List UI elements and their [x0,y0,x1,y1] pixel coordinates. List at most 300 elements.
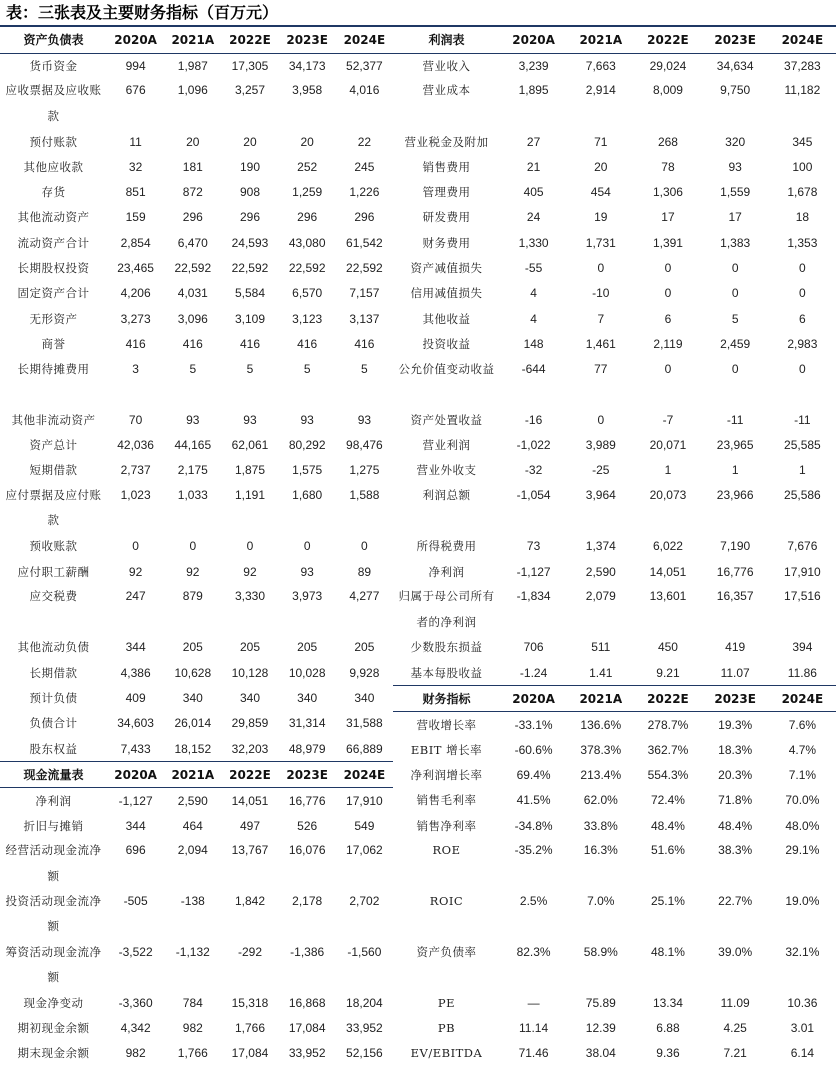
row-value: 3,109 [234,311,265,326]
row-value: 3,096 [177,311,208,326]
row-value: 41.5% [516,793,551,808]
row-value: 6 [664,311,672,326]
row-label: 期初现金余额 [17,1021,90,1036]
year-header: 2021A [164,762,221,788]
row-value: 93 [186,412,200,427]
row-value: 340 [239,691,260,706]
row-value: 10,128 [231,665,269,680]
row-value: 1,391 [652,235,683,250]
year-header: 2020A [107,27,164,53]
row-label: 净利润 [35,793,72,808]
row-value: 48.4% [718,818,753,833]
row-value: 4,342 [120,1021,151,1036]
row-value: -55 [524,261,543,276]
table-row [393,432,836,457]
row-value: 22,592 [231,261,269,276]
row-label: 销售毛利率 [416,793,477,808]
section-title: 财务指标 [393,686,500,712]
table-row [0,635,393,660]
row-value: 3,123 [292,311,323,326]
row-value: 10,628 [174,665,212,680]
row-value: 1 [731,463,739,478]
row-label: 预付账款 [29,134,78,149]
row-value: -35.2% [514,843,553,858]
row-value: 205 [239,640,260,655]
row-value: 982 [125,1046,146,1061]
row-value: -34.8% [514,818,553,833]
row-label: 长期待摊费用 [17,361,90,376]
row-value: 2,094 [177,843,208,858]
row-value: 17 [661,210,675,225]
row-value: 247 [125,589,146,604]
row-value: 0 [664,261,672,276]
row-value: 344 [125,818,146,833]
section-title: 利润表 [393,27,500,53]
table-row [393,281,836,306]
row-value: 20 [243,134,257,149]
row-value: 9,750 [720,83,751,98]
row-value: 1,374 [585,539,616,554]
row-value: 0 [799,261,806,276]
row-value: 784 [182,995,203,1010]
table-row [0,154,393,179]
table-row [0,813,393,838]
row-value: 13,601 [649,589,687,604]
year-header: 2024E [336,762,393,788]
table-row [0,889,393,940]
row-value: 416 [182,336,203,351]
row-value: 676 [125,83,146,98]
row-value: 0 [731,261,739,276]
year-header: 2022E [634,686,701,712]
row-label: 营业税金及附加 [404,134,489,149]
row-value: 3,273 [120,311,151,326]
row-value: 20.3% [718,768,753,783]
row-label: 长期借款 [29,665,78,680]
row-label: 投资收益 [422,336,471,351]
row-value: 1,023 [120,488,151,503]
row-value: 8,009 [652,83,683,98]
row-value: 1,766 [234,1021,265,1036]
row-value: 80,292 [288,438,326,453]
table-row [0,1015,393,1040]
row-value: 6.88 [656,1021,680,1036]
row-value: 100 [792,159,813,174]
row-value: 18,204 [346,995,383,1010]
row-value: 159 [125,210,146,225]
row-value: 994 [125,58,146,73]
row-value: 497 [239,818,260,833]
table-row [393,660,836,685]
table-row [0,407,393,432]
row-value: 340 [297,691,318,706]
row-value: 24 [526,210,541,225]
row-value: 34,634 [716,58,754,73]
financial-indicators-header-row [393,686,836,712]
row-value: 706 [523,640,544,655]
row-value: 879 [182,589,203,604]
row-value: — [527,995,540,1010]
row-label: 资产处置收益 [410,412,483,427]
row-value: 1,731 [585,235,616,250]
row-value: 98,476 [346,438,383,453]
table-row [0,306,393,331]
table-row [0,78,393,129]
table-row [393,940,836,991]
row-value: 464 [182,818,203,833]
table-row [0,559,393,584]
row-value: 0 [799,286,806,301]
year-header: 2023E [279,762,336,788]
row-value: 92 [186,564,200,579]
year-header: 2021A [567,27,634,53]
row-value: 19 [594,210,608,225]
row-value: -292 [237,944,262,959]
row-label: PE [437,995,456,1010]
row-label: EBIT 增长率 [410,742,483,757]
row-value: -1,560 [347,944,382,959]
row-value: 4,031 [177,286,208,301]
year-header: 2024E [336,27,393,53]
row-value: 22,592 [288,261,326,276]
row-value: 17,084 [231,1046,269,1061]
row-value: 908 [239,185,260,200]
row-value: 2,590 [585,564,616,579]
row-value: 7,676 [787,539,818,554]
table-row [0,711,393,736]
row-value: -16 [524,412,543,427]
year-header: 2022E [634,27,701,53]
row-value: 320 [725,134,746,149]
table-row [0,685,393,710]
row-value: 405 [523,185,544,200]
row-value: 1,191 [234,488,265,503]
cash-flow-header-row [0,762,393,788]
row-value: 2,737 [120,463,151,478]
financial-indicators-table [393,685,836,1066]
table-row [393,1041,836,1066]
row-value: 10.36 [787,995,818,1010]
row-value: 0 [731,361,739,376]
row-label: 销售费用 [422,159,471,174]
row-value: 43,080 [288,235,326,250]
row-value: 245 [354,159,375,174]
row-value: -1,127 [516,564,551,579]
row-value: 75.89 [585,995,616,1010]
row-value: 16,076 [288,843,326,858]
page-title: 表：三张表及主要财务指标（百万元） [6,3,279,22]
row-value: 416 [354,336,375,351]
table-row [393,483,836,534]
row-value: 3,989 [585,438,616,453]
table-row [0,788,393,813]
row-value: 33.8% [583,818,618,833]
row-value: 26,014 [174,716,212,731]
row-value: 3,137 [349,311,380,326]
table-row [0,940,393,991]
row-value: 1,306 [652,185,683,200]
table-row [393,255,836,280]
row-value: 9.36 [656,1046,680,1061]
row-value: -1.24 [519,665,548,680]
row-value: 4 [530,286,537,301]
row-value: -32 [524,463,543,478]
row-value: 0 [132,539,139,554]
row-value: 362.7% [647,742,689,757]
table-row [393,53,836,78]
table-row [393,205,836,230]
row-value: 11.07 [720,665,750,680]
row-value: 15,318 [231,995,269,1010]
row-value: 20,071 [649,438,687,453]
row-value: 61,542 [346,235,383,250]
row-value: 9.21 [656,665,680,680]
row-value: 982 [182,1021,203,1036]
row-label: 利润总额 [422,488,471,503]
row-value: 3.01 [790,1021,815,1036]
row-value: 17,062 [346,843,383,858]
table-row [0,357,393,408]
section-title: 资产负债表 [0,27,107,53]
row-value: 25.1% [650,894,685,908]
row-value: 1,766 [177,1046,208,1061]
row-value: 1,678 [787,185,818,200]
row-value: 27 [526,134,541,149]
row-value: 205 [354,640,375,655]
table-row [0,736,393,761]
row-value: 4 [530,311,537,326]
row-label: 研发费用 [422,210,471,225]
table-row [0,331,393,356]
table-row [393,635,836,660]
table-row [393,838,836,889]
row-label: 少数股东损益 [410,640,483,655]
row-value: 1,275 [349,463,380,478]
row-value: 3 [132,361,139,376]
row-value: 136.6% [580,717,622,732]
row-value: 93 [243,412,257,427]
row-label: 营收增长率 [416,717,477,732]
row-value: 82.3% [516,944,551,959]
row-value: 6,022 [652,539,683,554]
row-value: 71.46 [518,1046,549,1061]
table-row [0,432,393,457]
row-value: 42,036 [117,438,154,453]
row-label: 基本每股收益 [410,665,483,680]
table-row [393,331,836,356]
row-value: 4,386 [120,665,151,680]
row-value: -1,127 [118,793,153,808]
row-value: 48.4% [650,818,685,833]
row-value: 16,776 [288,793,326,808]
row-label: 无形资产 [29,311,78,326]
row-value: 2.5% [519,894,548,908]
row-value: 0 [361,539,368,554]
year-header: 2024E [769,27,836,53]
row-value: -1,386 [290,944,325,959]
cash-flow-table [0,761,393,1066]
row-value: 34,603 [117,716,154,731]
row-value: 4.25 [723,1021,747,1036]
table-row [0,179,393,204]
row-value: 1,330 [518,235,549,250]
row-value: 24,593 [231,235,269,250]
year-header: 2024E [769,686,836,712]
row-value: 394 [792,640,813,655]
row-label: 流动资产合计 [17,235,90,250]
row-label: 投资活动现金流净额 [5,894,102,934]
row-label: 短期借款 [29,463,78,478]
row-value: 14,051 [231,793,269,808]
row-label: 公允价值变动收益 [398,361,495,376]
table-row [393,407,836,432]
row-value: 17,910 [784,564,821,579]
row-value: 4,277 [349,589,380,604]
table-row [0,458,393,483]
row-value: 93 [300,412,314,427]
row-value: 70 [128,412,143,427]
row-value: -1,132 [175,944,210,959]
row-label: 其他流动负债 [17,640,90,655]
row-value: 11,182 [784,83,821,98]
row-value: 0 [303,539,311,554]
row-value: 2,178 [292,894,323,908]
row-value: 554.3% [647,768,689,783]
row-label: 营业利润 [422,438,471,453]
row-value: 3,257 [234,83,265,98]
table-row [393,458,836,483]
row-value: 73 [526,539,541,554]
row-value: 23,966 [716,488,754,503]
row-label: 长期股权投资 [17,261,90,276]
row-value: 13.34 [652,995,683,1010]
row-value: 1,875 [234,463,265,478]
table-row [393,534,836,559]
row-value: 32 [128,159,143,174]
row-value: 29,024 [649,58,687,73]
row-value: 1,575 [292,463,323,478]
row-label: 筹资活动现金流净额 [5,944,102,984]
row-value: -10 [592,286,610,301]
row-value: 6,570 [292,286,323,301]
row-value: 16,776 [716,564,754,579]
row-label: 应付票据及应付账款 [5,488,102,528]
row-value: 32,203 [231,741,269,756]
row-value: 7,157 [349,286,380,301]
row-label: 现金净变动 [23,995,84,1010]
row-label: 其他收益 [422,311,471,326]
row-value: 549 [354,818,375,833]
row-value: 7.6% [788,717,817,732]
row-value: 92 [128,564,143,579]
table-row [393,763,836,788]
row-value: 1,033 [177,488,208,503]
row-value: 213.4% [580,768,622,783]
row-label: 营业外收支 [416,463,477,478]
row-label: ROE [432,843,461,858]
row-value: 93 [728,159,742,174]
row-label: 营业成本 [422,83,471,98]
row-value: 0 [597,412,605,427]
row-label: 资产减值损失 [410,261,483,276]
row-value: 52,156 [346,1046,383,1061]
row-value: 3,958 [292,83,323,98]
row-value: 851 [125,185,146,200]
year-header: 2022E [221,27,278,53]
row-label: 预计负债 [29,691,78,706]
row-value: -644 [521,361,546,376]
row-value: 77 [594,361,608,376]
row-value: 450 [657,640,678,655]
row-value: 0 [246,539,254,554]
row-value: 344 [125,640,146,655]
row-label: PB [437,1021,456,1036]
row-value: 1 [799,463,806,478]
table-row [0,660,393,685]
table-row [393,78,836,129]
row-value: 6.14 [790,1046,815,1061]
row-value: 62.0% [583,793,618,808]
balance-sheet-header-row [0,27,393,53]
row-value: 278.7% [647,717,689,732]
table-row [393,1015,836,1040]
row-label: 商誉 [41,336,66,351]
row-label: 应付职工薪酬 [17,564,90,579]
row-value: 2,914 [585,83,616,98]
row-value: 23,965 [716,438,754,453]
row-value: 19.3% [718,717,753,732]
row-value: 31,588 [346,716,383,731]
row-value: 11 [129,134,142,149]
row-value: 2,079 [585,589,616,604]
row-label: 负债合计 [29,716,78,731]
table-row [393,154,836,179]
tables-area [0,27,836,1061]
row-value: 7.1% [788,768,817,783]
row-value: 1,461 [585,336,616,351]
row-value: 71.8% [718,793,753,808]
row-value: 62,061 [231,438,269,453]
year-header: 2020A [500,686,567,712]
row-value: 1,842 [234,894,265,908]
row-value: 33,952 [346,1021,383,1036]
row-value: 17,910 [346,793,383,808]
row-value: -25 [592,463,610,478]
row-value: 34,173 [288,58,326,73]
row-value: 181 [182,159,203,174]
row-value: 14,051 [649,564,687,579]
row-label: 存货 [41,185,66,200]
row-label: 应交税费 [29,589,78,604]
row-value: 72.4% [650,793,685,808]
row-value: 3,239 [518,58,549,73]
row-value: 58.9% [583,944,618,959]
row-value: 38.3% [718,843,753,858]
row-value: 419 [725,640,746,655]
row-value: 78 [661,159,675,174]
row-value: 1,353 [787,235,818,250]
row-label: 其他应收款 [23,159,84,174]
row-value: 526 [297,818,318,833]
row-value: 2,983 [787,336,818,351]
table-row [0,230,393,255]
row-value: 205 [297,640,318,655]
row-value: 18,152 [174,741,212,756]
row-value: 1,259 [292,185,323,200]
row-value: 7.21 [723,1046,747,1061]
year-header: 2023E [702,686,769,712]
row-value: 37,283 [784,58,821,73]
